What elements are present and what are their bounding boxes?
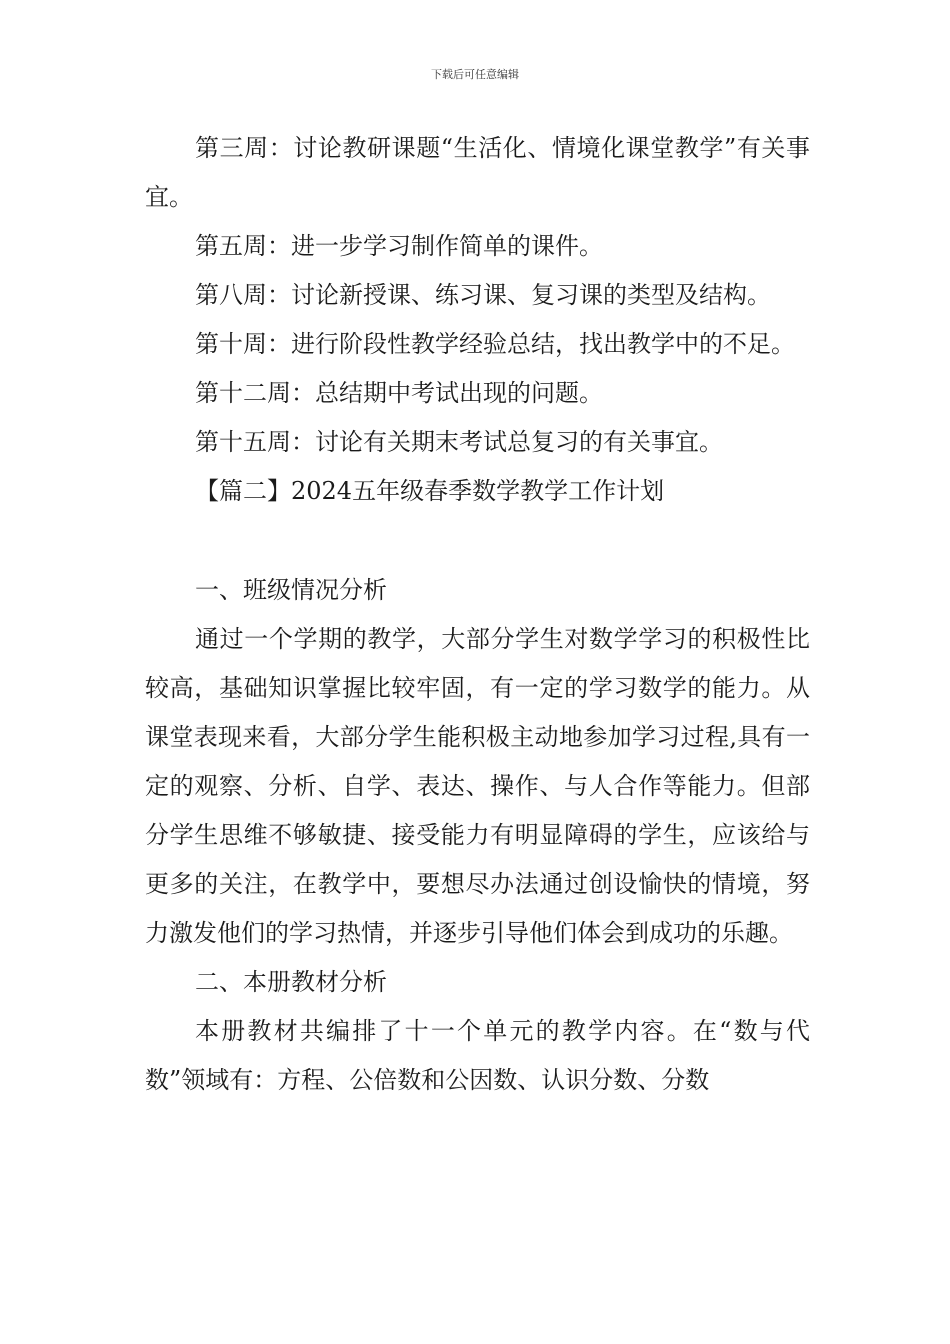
document-body bbox=[145, 124, 810, 1105]
paragraph-week-5: 第五周：进一步学习制作简单的课件。 bbox=[195, 232, 603, 260]
section-title-part-two: 【篇二】2024五年级春季数学教学工作计划 bbox=[195, 477, 665, 505]
page-header-note: 下载后可任意编辑 bbox=[431, 68, 519, 81]
paragraph-week-10: 第十周：进行阶段性教学经验总结，找出教学中的不足。 bbox=[195, 330, 795, 358]
heading-textbook-analysis: 二、本册教材分析 bbox=[195, 968, 387, 996]
paragraph-week-3: 第三周：讨论教研课题“生活化、情境化课堂教学”有关事宜。 bbox=[145, 134, 810, 211]
paragraph-textbook-analysis: 本册教材共编排了十一个单元的教学内容。在“数与代数”领域有：方程、公倍数和公因数、认识分数、分数 bbox=[145, 1017, 810, 1094]
blank-line bbox=[145, 516, 810, 566]
paragraph-week-8: 第八周：讨论新授课、练习课、复习课的类型及结构。 bbox=[195, 281, 771, 309]
paragraph-week-15: 第十五周：讨论有关期末考试总复习的有关事宜。 bbox=[195, 428, 723, 456]
paragraph-class-analysis: 通过一个学期的教学，大部分学生对数学学习的积极性比较高，基础知识掌握比较牢固，有一定的学习数学的能力。从课堂表现来看，大部分学生能积极主动地参加学习过程,具有一定的观察、分析、自学、表达、操作、与人合作等能力。但部分学生思维不够敏捷、接受能力有明显障碍的学生，应该给与更多的关注，在教学中，要想尽办法通过创设愉快的情境，努力激发他们的学习热情，并逐步引导他们体会到成功的乐趣。 bbox=[145, 625, 810, 947]
heading-class-analysis: 一、班级情况分析 bbox=[195, 576, 387, 604]
paragraph-week-12: 第十二周：总结期中考试出现的问题。 bbox=[195, 379, 603, 407]
